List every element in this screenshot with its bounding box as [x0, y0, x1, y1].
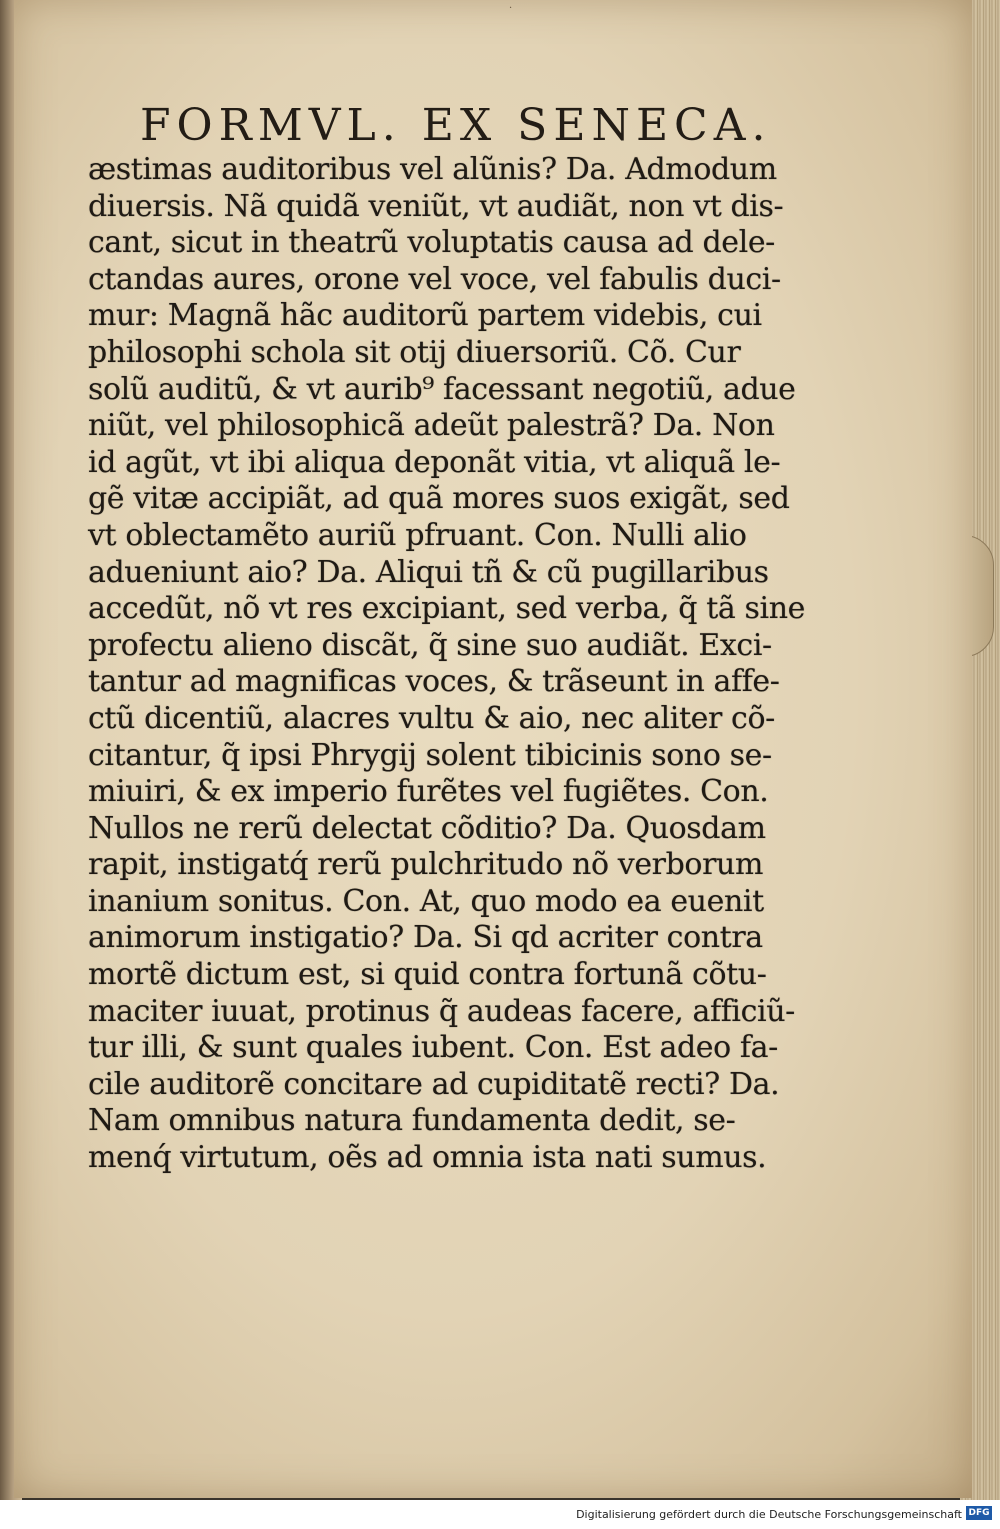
- running-head: FORMVL. EX SENECA.: [140, 100, 772, 151]
- text-line: solũ auditũ, & vt aurib⁹ facessant negotiũ, adue: [88, 371, 796, 407]
- text-line: tantur ad magnificas voces, & trãseunt in affe-: [88, 664, 780, 700]
- text-line: diuersis. Nã quidã veniũt, vt audiãt, non vt dis-: [88, 188, 784, 224]
- text-line: niũt, vel philosophicã adeũt palestrã? Da. Non: [88, 408, 775, 444]
- text-line: miuiri, & ex imperio furẽtes vel fugiẽtes. Con.: [88, 774, 769, 810]
- text-line: cile auditorẽ concitare ad cupiditatẽ recti? Da.: [88, 1066, 780, 1102]
- text-line: ctandas aures, orone vel voce, vel fabulis duci-: [88, 261, 781, 297]
- text-line: cant, sicut in theatrũ voluptatis causa ad dele-: [88, 225, 775, 261]
- text-line: rapit, instigatq́ rerũ pulchritudo nõ verborum: [88, 847, 763, 883]
- text-line: accedũt, nõ vt res excipiant, sed verba, q̃ tã sine: [88, 591, 805, 627]
- text-line: tur illi, & sunt quales iubent. Con. Est adeo fa-: [88, 1030, 778, 1066]
- dfg-logo: DFG: [966, 1506, 992, 1520]
- text-line: æstimas auditoribus vel alũnis? Da. Admodum: [88, 152, 777, 187]
- text-line: citantur, q̃ ipsi Phrygij solent tibicinis sono se-: [88, 737, 772, 773]
- text-line: Nam omnibus natura fundamenta dedit, se-: [88, 1103, 736, 1139]
- text-line: mur: Magnã hãc auditorũ partem videbis, cui: [88, 298, 762, 334]
- text-line: menq́ virtutum, oẽs ad omnia ista nati sumus.: [88, 1140, 767, 1176]
- text-line: mortẽ dictum est, si quid contra fortunã cõtu-: [88, 957, 767, 993]
- text-line: id agũt, vt ibi aliqua deponãt vitia, vt aliquã le-: [88, 444, 781, 480]
- text-line: inanium sonitus. Con. At, quo modo ea euenit: [88, 883, 764, 919]
- funding-credit: Digitalisierung gefördert durch die Deutsche Forschungsgemeinschaft: [576, 1508, 962, 1521]
- text-line: maciter iuuat, protinus q̃ audeas facere, afficiũ-: [88, 993, 795, 1029]
- text-line: philosophi schola sit otij diuersoriũ. Cõ. Cur: [88, 334, 741, 370]
- text-line: vt oblectamẽto auriũ pfruant. Con. Nulli alio: [88, 517, 747, 553]
- text-line: Nullos ne rerũ delectat cõditio? Da. Quosdam: [88, 810, 766, 846]
- page-mark: ·: [509, 3, 513, 14]
- body-text: [88, 152, 868, 1177]
- text-line: profectu alieno discãt, q̃ sine suo audiãt. Exci-: [88, 627, 772, 663]
- text-line: adueniunt aio? Da. Aliqui tñ & cũ pugillaribus: [88, 554, 769, 590]
- text-line: animorum instigatio? Da. Si qd acriter contra: [88, 920, 763, 956]
- text-line: ctũ dicentiũ, alacres vultu & aio, nec aliter cõ-: [88, 700, 775, 736]
- text-line: gẽ vitæ accipiãt, ad quã mores suos exigãt, sed: [88, 481, 790, 517]
